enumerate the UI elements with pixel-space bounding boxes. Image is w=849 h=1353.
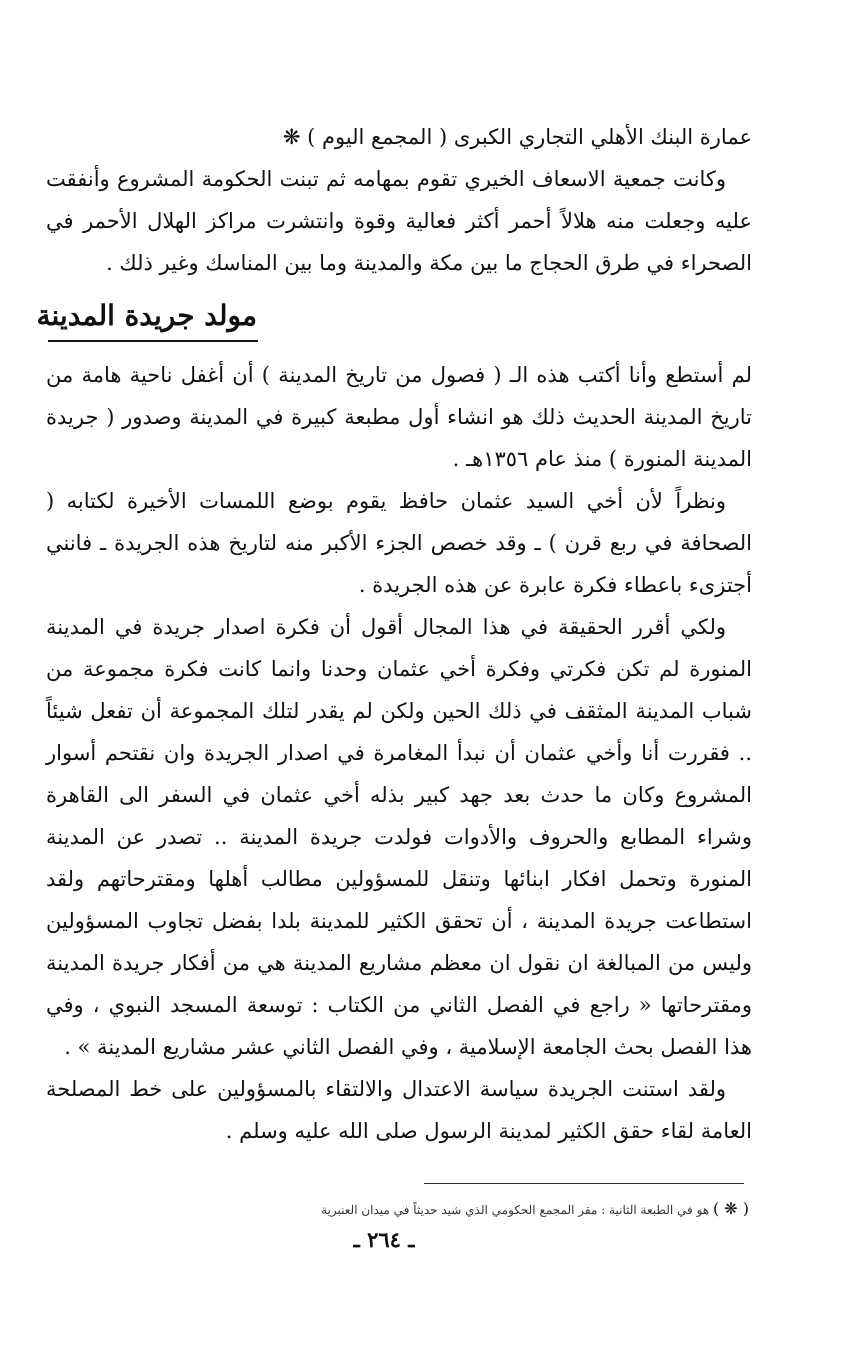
heading-underline: [48, 340, 258, 342]
footnote: [89, 1199, 749, 1220]
paragraph: ولكي أقرر الحقيقة في هذا المجال أقول أن فكرة اصدار جريدة في المدينة المنورة لم تكن فكرتي وفكرة أخي عثمان وحدنا وانما كانت فكرة مجموعة من شباب المدينة المثقف في ذلك الحين ولكن لم يقدر لتلك المجموعة أن تفعل شيئاً .. فقررت أنا وأخي عثمان أن نبدأ المغامرة في اصدار الجريدة وان نقتحم أسوار المشروع وكان ما حدث بعد جهد كبير بذله أخي عثمان في السفر الى القاهرة وشراء المطابع والحروف والأدوات فولدت جريدة المدينة .. تصدر عن المدينة المنورة وتحمل افكار ابنائها وتنقل للمسؤولين مطالب أهلها ومقترحاتهم ولقد استطاعت جريدة المدينة ، أن تحقق الكثير للمدينة بلدا بفضل تجاوب المسؤولين وليس من المبالغة ان نقول ان معظم مشاريع المدينة هي من أفكار جريدة المدينة ومقترحاتها « راجع في الفصل الثاني من الكتاب : توسعة المسجد النبوي ، وفي هذا الفصل بحث الجامعة الإسلامية ، وفي الفصل الثاني عشر مشاريع المدينة » .: [46, 615, 752, 1059]
page-number: ـ ٢٦٤ ـ: [353, 1227, 415, 1252]
intro-text: [46, 116, 752, 284]
paragraph: ولقد استنت الجريدة سياسة الاعتدال والالتقاء بالمسؤولين على خط المصلحة العامة لقاء حقق الكثير لمدينة الرسول صلى الله عليه وسلم .: [46, 1077, 752, 1143]
intro-line: عمارة البنك الأهلي التجاري الكبرى ( المجمع اليوم ) ❋: [282, 125, 752, 149]
intro-paragraph: وكانت جمعية الاسعاف الخيري تقوم بمهامه ثم تبنت الحكومة المشروع وأنفقت عليه وجعلت منه هلالاً أحمر أكثر فعالية وقوة وانتشرت مراكز الهلال الأحمر في الصحراء في طرق الحجاج ما بين مكة والمدينة وما بين المناسك وغير ذلك .: [46, 167, 752, 275]
section-heading: مولد جريدة المدينة: [36, 299, 257, 332]
footnote-marker: ( ❋ ): [712, 1199, 749, 1218]
footnote-divider: [424, 1183, 744, 1184]
section-body: [46, 354, 752, 1152]
paragraph: لم أستطع وأنا أكتب هذه الـ ( فصول من تاريخ المدينة ) أن أغفل ناحية هامة من تاريخ المدينة الحديث ذلك هو انشاء أول مطبعة كبيرة في المدينة وصدور ( جريدة المدينة المنورة ) منذ عام ١٣٥٦هـ .: [46, 363, 752, 471]
footnote-text: هو في الطبعة الثانية : مقر المجمع الحكومي الذي شيد حديثاً في ميدان العنبرية: [321, 1203, 710, 1217]
paragraph: ونظراً لأن أخي السيد عثمان حافظ يقوم بوضع اللمسات الأخيرة لكتابه ( الصحافة في ربع قرن ) ـ وقد خصص الجزء الأكبر منه لتاريخ هذه الجريدة ـ فانني أجتزىء باعطاء فكرة عابرة عن هذه الجريدة .: [46, 489, 752, 597]
